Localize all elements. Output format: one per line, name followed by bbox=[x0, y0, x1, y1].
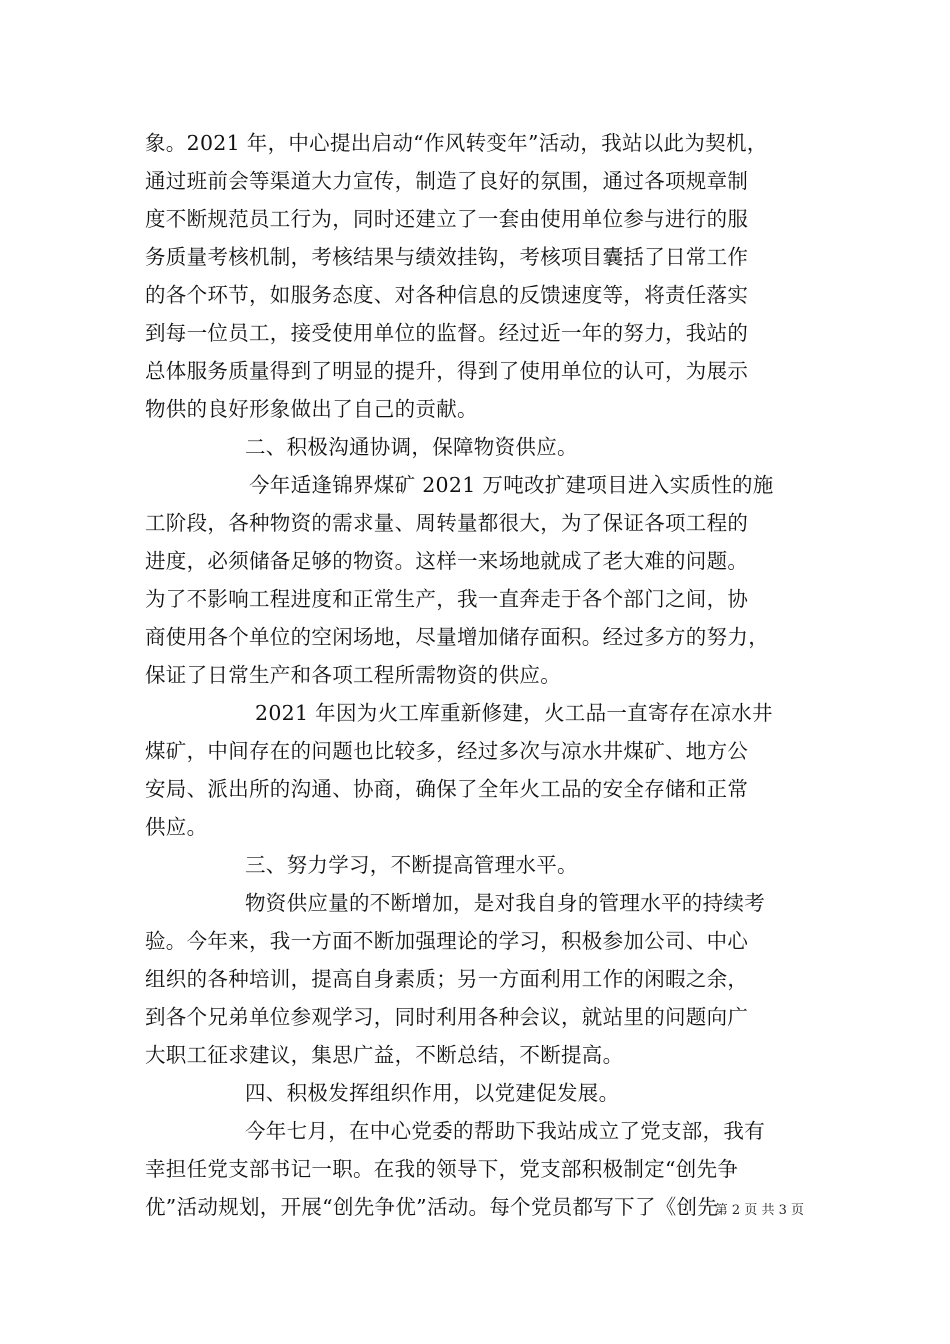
body-text-line: 优”活动规划，开展“创先争优”活动。每个党员都写下了《创先 bbox=[145, 1195, 719, 1219]
body-text-line: 到各个兄弟单位参观学习，同时利用各种会议，就站里的问题向广 bbox=[145, 1005, 749, 1029]
section-heading: 二、积极沟通协调，保障物资供应。 bbox=[245, 435, 578, 459]
body-text-line: 验。今年来，我一方面不断加强理论的学习，积极参加公司、中心 bbox=[145, 929, 749, 953]
section-heading: 四、积极发挥组织作用，以党建促发展。 bbox=[245, 1081, 620, 1105]
body-text-line: 供应。 bbox=[145, 815, 208, 839]
body-text-line: 安局、派出所的沟通、协商，确保了全年火工品的安全存储和正常 bbox=[145, 777, 749, 801]
body-text-line: 为了不影响工程进度和正常生产，我一直奔走于各个部门之间，协 bbox=[145, 587, 749, 611]
body-text-line: 到每一位员工，接受使用单位的监督。经过近一年的努力，我站的 bbox=[145, 321, 749, 345]
section-heading: 三、努力学习，不断提高管理水平。 bbox=[245, 853, 578, 877]
body-text-line: 幸担任党支部书记一职。在我的领导下，党支部积极制定“创先争 bbox=[145, 1157, 739, 1181]
body-text-line: 物供的良好形象做出了自己的贡献。 bbox=[145, 397, 478, 421]
body-text-line: 象。2021 年，中心提出启动“作风转变年”活动，我站以此为契机， bbox=[145, 131, 768, 155]
body-text-line: 商使用各个单位的空闲场地，尽量增加储存面积。经过多方的努力， bbox=[145, 625, 769, 649]
body-text-line: 今年适逢锦界煤矿 2021 万吨改扩建项目进入实质性的施 bbox=[249, 473, 774, 497]
body-text-line: 总体服务质量得到了明显的提升，得到了使用单位的认可，为展示 bbox=[145, 359, 749, 383]
body-text-line: 组织的各种培训，提高自身素质；另一方面利用工作的闲暇之余， bbox=[145, 967, 749, 991]
body-text-line: 物资供应量的不断增加，是对我自身的管理水平的持续考 bbox=[245, 891, 765, 915]
body-text-line: 务质量考核机制，考核结果与绩效挂钩，考核项目囊括了日常工作 bbox=[145, 245, 749, 269]
body-text-line: 进度，必须储备足够的物资。这样一来场地就成了老大难的问题。 bbox=[145, 549, 749, 573]
body-text-line: 保证了日常生产和各项工程所需物资的供应。 bbox=[145, 663, 561, 687]
body-text-line: 大职工征求建议，集思广益，不断总结，不断提高。 bbox=[145, 1043, 624, 1067]
body-text-line: 通过班前会等渠道大力宣传，制造了良好的氛围，通过各项规章制 bbox=[145, 169, 749, 193]
body-text-line: 2021 年因为火工库重新修建，火工品一直寄存在凉水井 bbox=[255, 701, 773, 725]
body-text-line: 煤矿，中间存在的问题也比较多，经过多次与凉水井煤矿、地方公 bbox=[145, 739, 749, 763]
body-text-line: 今年七月，在中心党委的帮助下我站成立了党支部，我有 bbox=[245, 1119, 765, 1143]
body-text-line: 度不断规范员工行为，同时还建立了一套由使用单位参与进行的服 bbox=[145, 207, 749, 231]
body-text-line: 工阶段，各种物资的需求量、周转量都很大，为了保证各项工程的 bbox=[145, 511, 749, 535]
body-text-line: 的各个环节，如服务态度、对各种信息的反馈速度等，将责任落实 bbox=[145, 283, 749, 307]
page-footer: 第 2 页 共 3 页 bbox=[714, 1203, 804, 1218]
